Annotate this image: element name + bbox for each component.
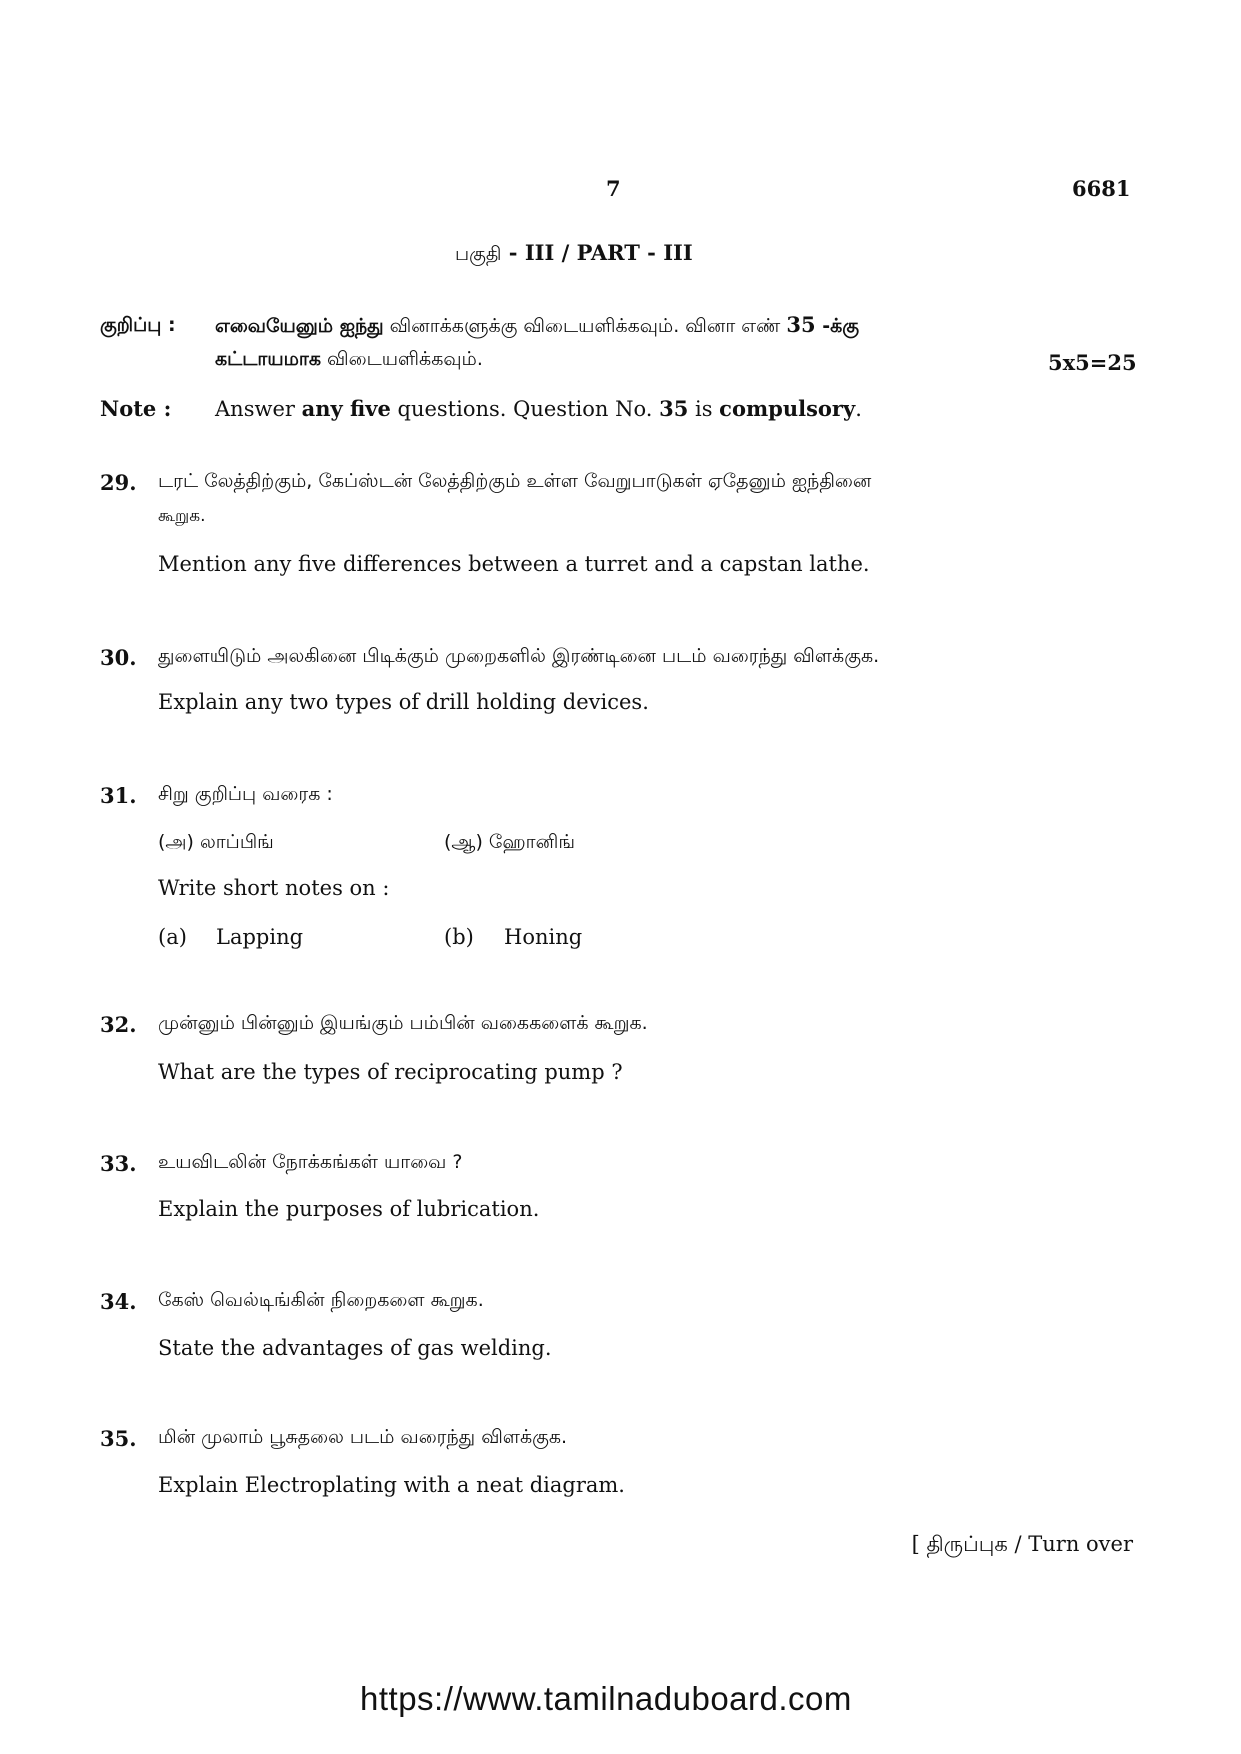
question-29-tamil-line2: கூறுக. [158, 506, 206, 526]
instruction-line1-tamil [215, 312, 859, 340]
question-31-english: Write short notes on : [158, 876, 390, 900]
instruction-line2-text: விடையளிக்கவும். [320, 348, 483, 370]
question-29-english: Mention any five differences between a turret and a capstan lathe. [158, 552, 870, 576]
page-number: 7 [606, 176, 621, 201]
instruction-line1-number: 35 [786, 312, 816, 337]
note-text-any-five: any five [301, 396, 391, 421]
question-31-option-a-label: (a) [158, 925, 187, 949]
question-35-number: 35. [100, 1426, 137, 1451]
question-30-tamil: துளையிடும் அலகினை பிடிக்கும் முறைகளில் இரண்டினை படம் வரைந்து விளக்குக. [158, 645, 880, 667]
question-30-english: Explain any two types of drill holding devices. [158, 690, 649, 714]
note-text-g: . [855, 397, 862, 421]
question-31-option-a-tamil: (அ) லாப்பிங் [158, 831, 274, 853]
instruction-line2-tamil [215, 348, 483, 373]
question-32-tamil: முன்னும் பின்னும் இயங்கும் பம்பின் வகைகளைக் கூறுக. [158, 1012, 648, 1034]
question-33-number: 33. [100, 1151, 137, 1176]
question-33-english: Explain the purposes of lubrication. [158, 1197, 540, 1221]
note-text-e: is [688, 397, 720, 421]
part-title-tamil: பகுதி [455, 243, 502, 265]
question-31-option-a: Lapping [216, 925, 304, 949]
question-31-number: 31. [100, 783, 137, 808]
question-31-option-b-tamil: (ஆ) ஹோனிங் [444, 831, 575, 853]
question-33-tamil: உயவிடலின் நோக்கங்கள் யாவை ? [158, 1151, 463, 1173]
marks-scheme: 5x5=25 [1048, 350, 1137, 375]
part-title-sep: - [501, 240, 525, 265]
question-31-option-b-label: (b) [444, 925, 474, 949]
website-url: https://www.tamilnaduboard.com [360, 1680, 852, 1717]
question-31-tamil: சிறு குறிப்பு வரைக : [158, 783, 333, 805]
instruction-line1-suffix: -க்கு [815, 315, 860, 337]
question-35-english: Explain Electroplating with a neat diagram. [158, 1473, 625, 1497]
note-text-a: Answer [215, 397, 302, 421]
instruction-any-five-tamil: எவையேனும் ஐந்து [215, 315, 384, 337]
question-34-english: State the advantages of gas welding. [158, 1336, 552, 1360]
question-35-tamil: மின் முலாம் பூசுதலை படம் வரைந்து விளக்குக. [158, 1426, 568, 1448]
part-title-roman: III / PART - III [524, 240, 693, 265]
note-label: Note : [100, 396, 172, 421]
note-text-compulsory: compulsory [719, 396, 856, 421]
note-text [215, 396, 862, 421]
question-34-tamil: கேஸ் வெல்டிங்கின் நிறைகளை கூறுக. [158, 1289, 484, 1311]
question-29-number: 29. [100, 470, 137, 495]
question-32-number: 32. [100, 1012, 137, 1037]
note-text-number: 35 [659, 396, 689, 421]
question-30-number: 30. [100, 645, 137, 670]
instruction-label-tamil: குறிப்பு : [100, 314, 176, 336]
note-text-c: questions. Question No. [390, 397, 660, 421]
question-31-option-b: Honing [504, 925, 583, 949]
question-34-number: 34. [100, 1289, 137, 1314]
instruction-line1-text: வினாக்களுக்கு விடையளிக்கவும். வினா எண் [383, 315, 787, 337]
question-32-english: What are the types of reciprocating pump ? [158, 1060, 623, 1084]
instruction-compulsory-tamil: கட்டாயமாக [215, 348, 321, 370]
paper-code: 6681 [1072, 176, 1131, 201]
turn-over-label: [ திருப்புக / Turn over [911, 1532, 1133, 1556]
question-29-tamil-line1: டரட் லேத்திற்கும், கேப்ஸ்டன் லேத்திற்கும் உள்ள வேறுபாடுகள் ஏதேனும் ஐந்தினை [158, 470, 872, 492]
part-title [455, 240, 693, 268]
